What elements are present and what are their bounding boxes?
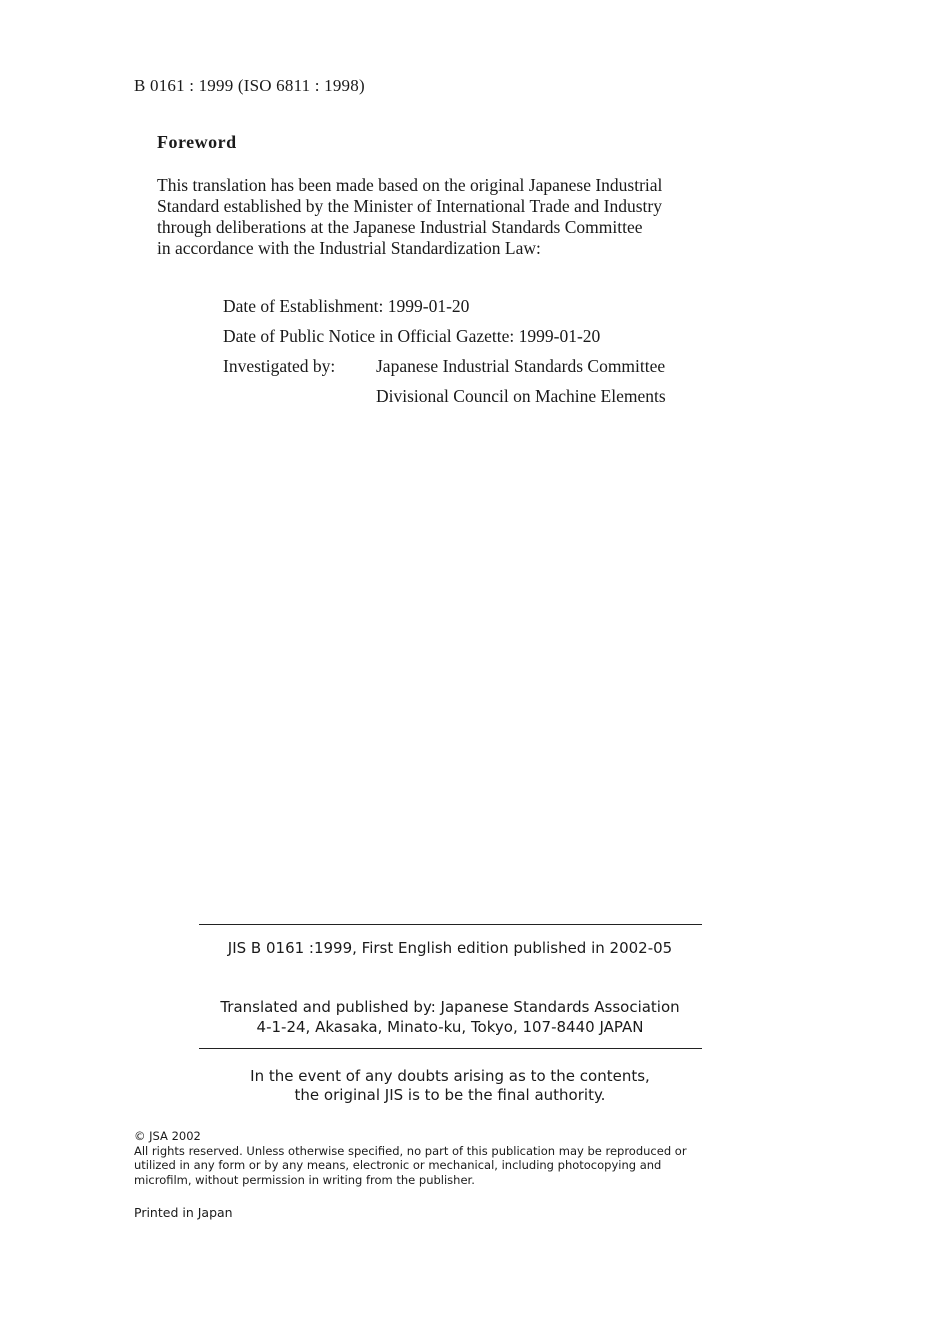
rights-line: utilized in any form or by any means, electronic or mechanical, including photocopying and — [134, 1158, 662, 1172]
date-of-public-notice: Date of Public Notice in Official Gazette: 1999-01-20 — [223, 326, 601, 346]
publisher-address: 4-1-24, Akasaka, Minato-ku, Tokyo, 107-8440 JAPAN — [256, 1018, 644, 1036]
foreword-line: This translation has been made based on the original Japanese Industrial — [157, 175, 663, 195]
divider-bottom — [199, 1048, 702, 1049]
authority-note-line: the original JIS is to be the final authority. — [294, 1086, 606, 1104]
investigated-by — [223, 355, 666, 385]
foreword-line: Standard established by the Minister of International Trade and Industry — [157, 196, 662, 216]
date-of-establishment: Date of Establishment: 1999-01-20 — [223, 296, 470, 316]
foreword-line: through deliberations at the Japanese Industrial Standards Committee — [157, 217, 643, 237]
establishment-details — [223, 295, 666, 415]
investigated-by-council-row — [223, 385, 666, 415]
rights-line: microfilm, without permission in writing from the publisher. — [134, 1172, 475, 1187]
investigated-by-committee: Japanese Industrial Standards Committee — [376, 356, 666, 376]
standard-designation: B 0161 : 1999 (ISO 6811 : 1998) — [134, 76, 365, 95]
authority-note-line: In the event of any doubts arising as to the contents, — [250, 1067, 650, 1085]
edition-statement: JIS B 0161 :1999, First English edition published in 2002-05 — [227, 939, 673, 957]
rights-line: All rights reserved. Unless otherwise specified, no part of this publication may be reproduced or — [134, 1143, 687, 1158]
printed-in-japan: Printed in Japan — [134, 1205, 233, 1220]
foreword-heading: Foreword — [157, 132, 237, 152]
copyright-block — [134, 1129, 774, 1187]
copyright-notice: © JSA 2002 — [134, 1129, 201, 1143]
investigated-by-council: Divisional Council on Machine Elements — [376, 386, 666, 406]
investigated-by-label: Investigated by: — [223, 356, 336, 376]
foreword-paragraph — [157, 175, 777, 259]
foreword-line: in accordance with the Industrial Standardization Law: — [157, 238, 541, 258]
translated-by-statement: Translated and published by: Japanese Standards Association — [220, 998, 680, 1016]
divider-top — [199, 924, 702, 925]
